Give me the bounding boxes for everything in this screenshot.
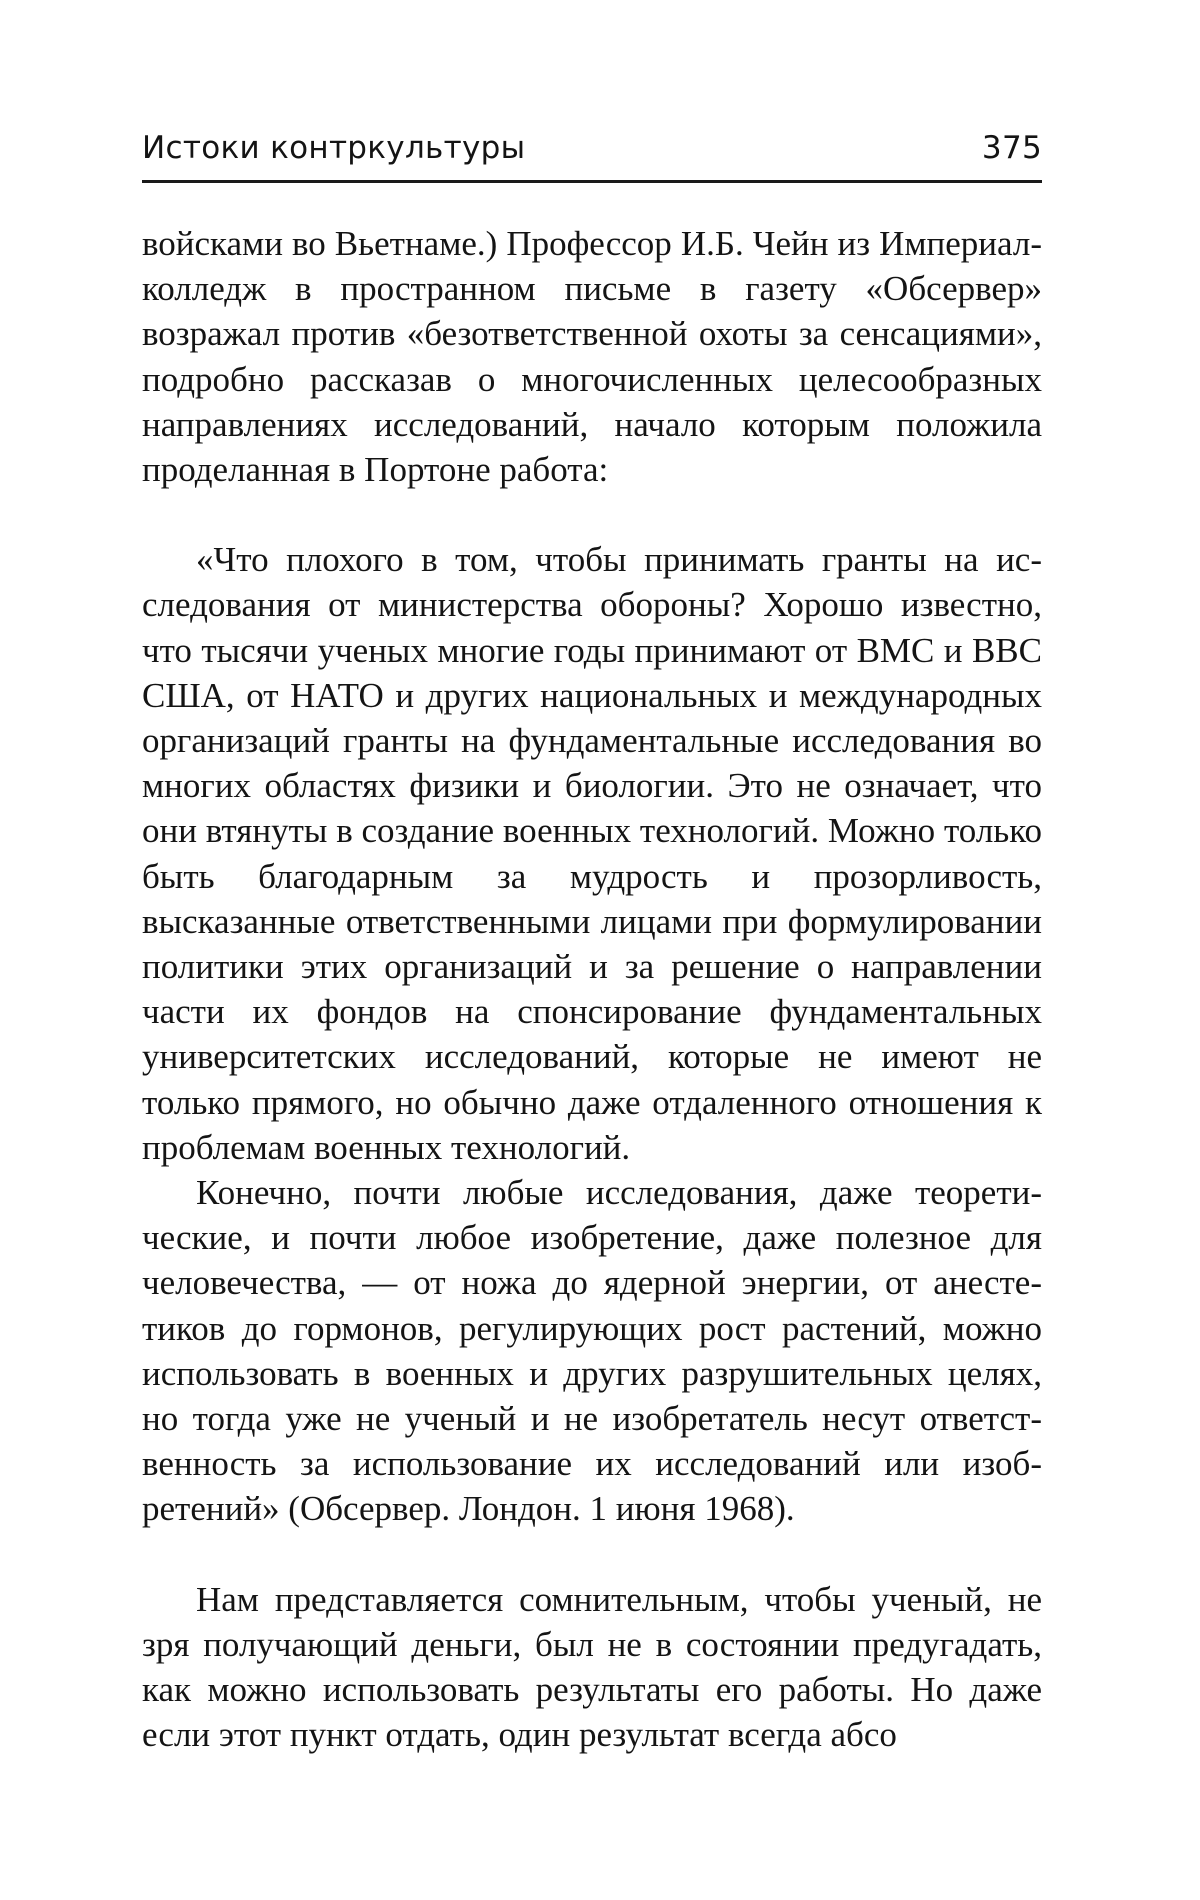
paragraph: Нам представляется сомнительным, чтобы ученый, не зря получающий деньги, был не в состоянии предугадать, как можно использовать результаты его работы. Но даже если этот пункт отдать, один результат всегда абсо [142,1579,1042,1755]
page-number: 375 [981,130,1042,166]
running-title: Истоки контркультуры [142,130,526,166]
quote-paragraph: Конечно, почти любые исследования, даже теоретические, и почти любое изобретение, даже полезное для человечества, — от ножа до ядерной энергии, от анестетиков до гормонов, регулирующих рост растений, можно использовать в военных и других разрушительных целях, но тогда уже не ученый и не изобретатель несут ответственность за использование их исследований или изобретений» (Обсервер. Лондон. 1 июня 1968). [142,1173,1042,1529]
book-page [142,130,1042,1758]
running-header [142,130,1042,183]
paragraph: войсками во Вьетнаме.) Профессор И.Б. Чейн из Империал-колледж в пространном письме в газету «Обсервер» возражал против «безответственной охоты за сенсациями», подробно рассказав о многочисленных целесообразных направлениях исследований, начало которым положила проделанная в Портоне работа: [142,224,1042,490]
body-text [142,221,1042,1758]
quote-paragraph: «Что плохого в том, чтобы принимать гранты на исследования от министерства обороны? Хорошо известно, что тысячи ученых многие годы принимают от ВМС и ВВС США, от НАТО и других национальных и международных организаций гранты на фундаментальные исследования во многих областях физики и биологии. Это не означает, что они втянуты в создание военных технологий. Можно только быть благодарным за мудрость и прозорливость, высказанные ответственными лицами при формулировании политики этих организаций и за решение о направлении части их фондов на спонсирование фундаментальных университетских исследований, которые не имеют не только прямого, но обычно даже отдаленного отношения к проблемам военных технологий. [142,540,1042,1167]
